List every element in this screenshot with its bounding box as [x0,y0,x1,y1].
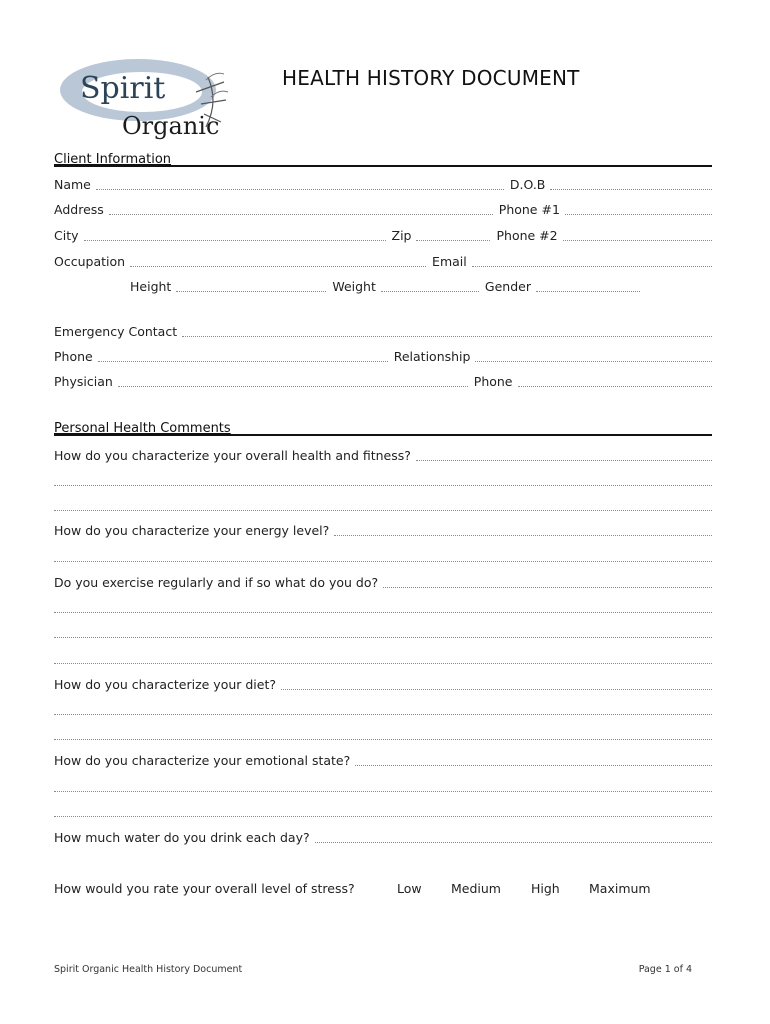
footer-document-name: Spirit Organic Health History Document [54,964,243,975]
logo-spirit-text: Spirit [80,71,166,106]
height-label: Height [130,279,172,294]
occupation-row [54,252,712,270]
emotional-question-row [54,751,712,769]
zip-label: Zip [391,228,412,243]
diet-answer-field[interactable] [281,676,712,690]
height-field[interactable] [176,278,326,292]
gender-field[interactable] [536,278,640,292]
relationship-field[interactable] [475,348,712,362]
health-question-label: How do you characterize your overall health and fitness? [54,448,411,463]
height-weight-gender-row [130,277,640,295]
occupation-field[interactable] [130,253,426,267]
exercise-question-row [54,573,712,591]
emotional-answer-line[interactable] [54,816,712,817]
zip-field[interactable] [416,227,490,241]
energy-question-row [54,521,712,539]
health-answer-field[interactable] [416,447,712,461]
phone-relationship-row [54,347,712,365]
physician-label: Physician [54,374,113,389]
water-question-row [54,828,712,846]
stress-option-high[interactable]: High [531,881,560,896]
emotional-answer-field[interactable] [355,752,712,766]
water-answer-field[interactable] [315,829,712,843]
energy-answer-field[interactable] [334,522,712,536]
address-label: Address [54,202,104,217]
physician-phone-label: Phone [473,374,513,389]
exercise-answer-field[interactable] [383,574,712,588]
energy-answer-line[interactable] [54,561,712,562]
client-information-heading-text: Client Information [54,152,172,167]
physician-field[interactable] [118,373,468,387]
address-field[interactable] [109,201,493,215]
diet-answer-line[interactable] [54,714,712,715]
water-question-label: How much water do you drink each day? [54,830,310,845]
phone1-field[interactable] [565,201,712,215]
health-question-row [54,446,712,464]
exercise-answer-line[interactable] [54,663,712,664]
personal-health-heading-text: Personal Health Comments [54,421,231,436]
stress-question-row [54,879,712,897]
stress-option-low[interactable]: Low [397,881,422,896]
stress-question-label: How would you rate your overall level of stress? [54,881,355,896]
city-row [54,226,712,244]
name-field[interactable] [96,176,504,190]
email-field[interactable] [472,253,712,267]
exercise-question-label: Do you exercise regularly and if so what do you do? [54,575,379,590]
relationship-label: Relationship [393,349,471,364]
weight-label: Weight [332,279,376,294]
phone-label: Phone [54,349,93,364]
emergency-contact-label: Emergency Contact [54,324,178,339]
address-row [54,200,712,218]
health-answer-line[interactable] [54,485,712,486]
emotional-question-label: How do you characterize your emotional state? [54,753,351,768]
health-answer-line[interactable] [54,510,712,511]
stress-option-medium[interactable]: Medium [451,881,501,896]
phone2-label: Phone #2 [496,228,558,243]
phone1-label: Phone #1 [498,202,560,217]
energy-question-label: How do you characterize your energy level? [54,523,330,538]
emergency-contact-row [54,322,712,340]
phone-field[interactable] [98,348,388,362]
page-title: HEALTH HISTORY DOCUMENT [282,66,580,90]
diet-question-row [54,675,712,693]
name-row [54,175,712,193]
dob-field[interactable] [550,176,712,190]
city-field[interactable] [84,227,386,241]
logo-organic-text: Organic [122,112,220,140]
emergency-contact-field[interactable] [182,323,712,337]
weight-field[interactable] [381,278,479,292]
stress-option-maximum[interactable]: Maximum [589,881,651,896]
email-label: Email [432,254,467,269]
footer-page-number: Page 1 of 4 [638,964,692,975]
dob-label: D.O.B [509,177,546,192]
emotional-answer-line[interactable] [54,791,712,792]
diet-question-label: How do you characterize your diet? [54,677,277,692]
personal-health-heading [54,414,712,436]
physician-phone-field[interactable] [518,373,712,387]
exercise-answer-line[interactable] [54,637,712,638]
name-label: Name [54,177,91,192]
phone2-field[interactable] [563,227,712,241]
physician-row [54,372,712,390]
client-information-heading [54,145,712,167]
spirit-organic-logo [56,52,231,144]
exercise-answer-line[interactable] [54,612,712,613]
city-label: City [54,228,79,243]
diet-answer-line[interactable] [54,739,712,740]
gender-label: Gender [484,279,531,294]
occupation-label: Occupation [54,254,126,269]
